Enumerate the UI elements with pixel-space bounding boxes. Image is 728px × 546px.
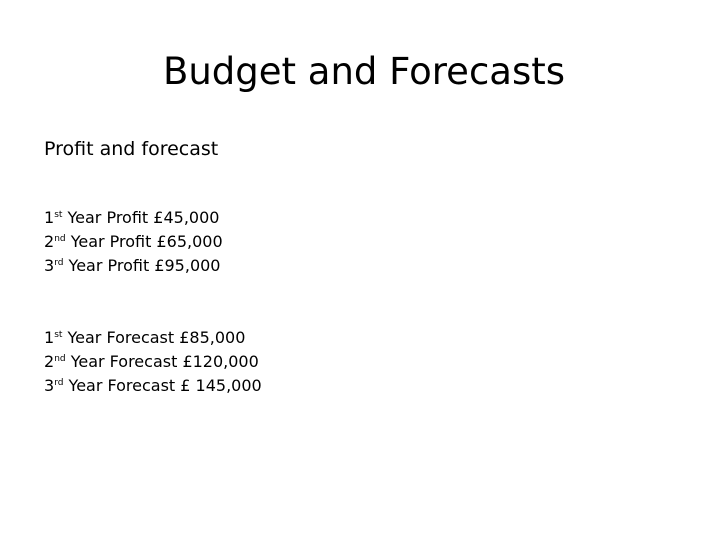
list-item: 2nd Year Profit £65,000 [44,232,223,251]
slide-title: Budget and Forecasts [162,50,566,93]
section-heading: Profit and forecast [44,138,219,160]
profit-list [44,206,223,278]
list-item: 2nd Year Forecast £120,000 [44,352,259,371]
forecast-list [44,326,262,398]
list-item: 3rd Year Forecast £ 145,000 [44,376,262,395]
list-item: 3rd Year Profit £95,000 [44,256,221,275]
list-item: 1st Year Profit £45,000 [44,208,220,227]
list-item: 1st Year Forecast £85,000 [44,328,246,347]
